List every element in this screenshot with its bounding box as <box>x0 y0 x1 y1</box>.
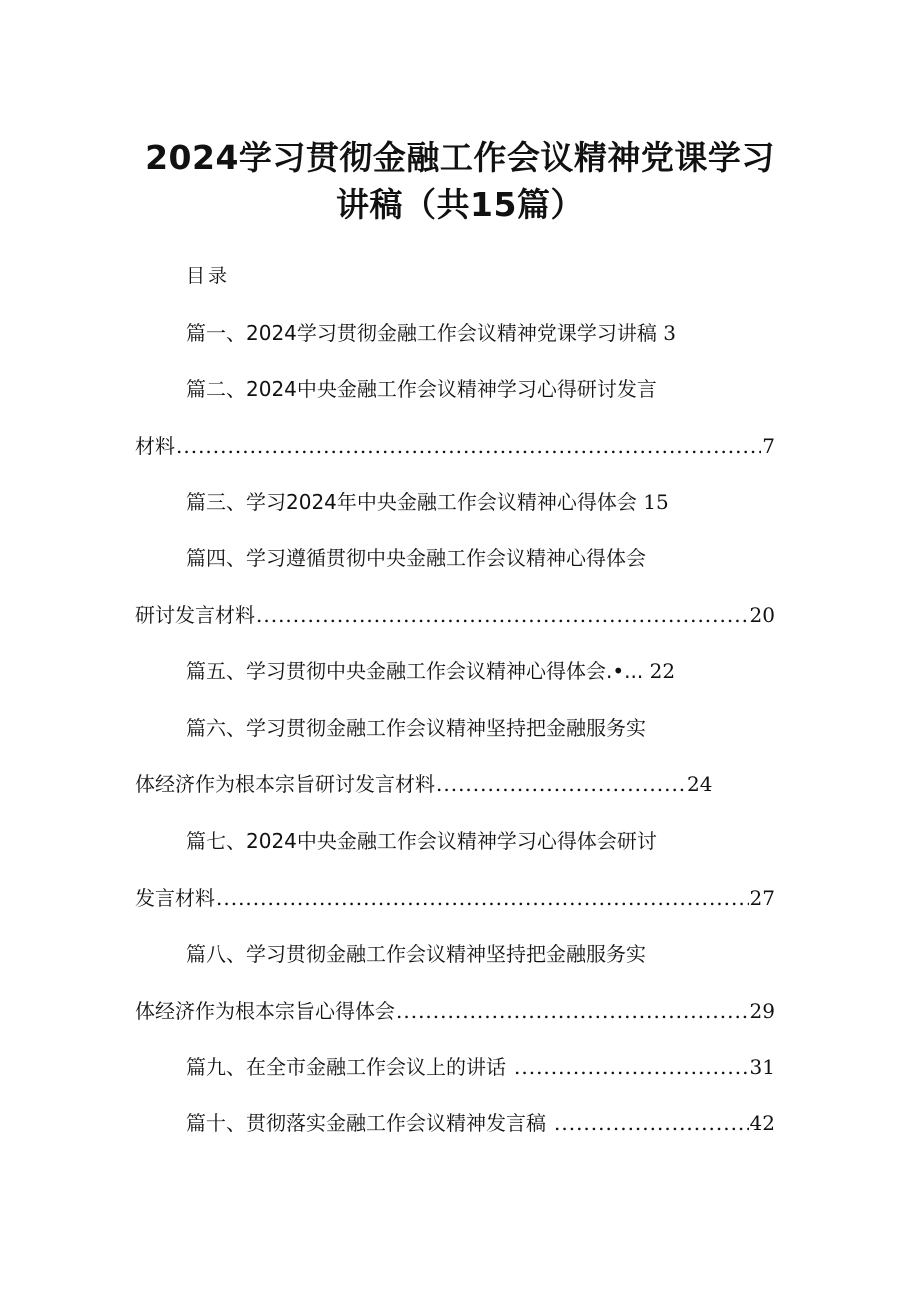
dot-leader <box>514 1052 749 1082</box>
dot-leader <box>176 431 761 461</box>
toc-entry-8-continuation[interactable] <box>135 996 775 1026</box>
toc-entry-title-continued: 发言材料 <box>135 886 215 910</box>
toc-entry-page: 31 <box>749 1055 775 1079</box>
toc-entry-3[interactable] <box>186 487 669 517</box>
toc-entry-8[interactable] <box>186 939 646 969</box>
toc-entry-2[interactable] <box>186 374 657 404</box>
toc-entry-1[interactable] <box>186 318 676 348</box>
toc-entry-page: 29 <box>749 999 775 1023</box>
toc-entry-title: 篇五、学习贯彻中央金融工作会议精神心得体会.•... <box>186 659 644 683</box>
toc-entry-title: 篇三、学习2024年中央金融工作会议精神心得体会 <box>186 490 637 514</box>
toc-entry-2-continuation[interactable] <box>135 431 775 461</box>
toc-entry-page: 24 <box>687 772 713 796</box>
toc-entry-title: 篇四、学习遵循贯彻中央金融工作会议精神心得体会 <box>186 546 646 570</box>
toc-entry-title: 篇二、2024中央金融工作会议精神学习心得研讨发言 <box>186 377 657 401</box>
toc-entry-9[interactable] <box>186 1052 775 1082</box>
toc-entry-page: 20 <box>749 603 775 627</box>
toc-entry-4-continuation[interactable] <box>135 600 775 630</box>
toc-entry-title: 篇六、学习贯彻金融工作会议精神坚持把金融服务实 <box>186 716 646 740</box>
toc-entry-title: 篇十、贯彻落实金融工作会议精神发言稿 <box>186 1111 546 1135</box>
toc-entry-title: 篇八、学习贯彻金融工作会议精神坚持把金融服务实 <box>186 942 646 966</box>
toc-entry-7-continuation[interactable] <box>135 883 775 913</box>
toc-entry-page: 15 <box>643 490 669 514</box>
toc-entry-7[interactable] <box>186 826 657 856</box>
toc-entry-6-continuation[interactable] <box>135 769 775 799</box>
toc-entry-title: 篇一、2024学习贯彻金融工作会议精神党课学习讲稿 <box>186 321 657 345</box>
dot-leader <box>554 1108 749 1138</box>
toc-heading: 目录 <box>186 265 231 287</box>
toc-entry-page: 27 <box>749 886 775 910</box>
toc-entry-title-continued: 材料 <box>135 434 175 458</box>
toc-entry-page: 22 <box>649 659 676 683</box>
toc-entry-4[interactable] <box>186 543 646 573</box>
dot-leader <box>216 883 749 913</box>
toc-entry-page: 3 <box>663 321 676 345</box>
toc-entry-page: 7 <box>762 434 775 458</box>
toc-entry-5[interactable] <box>186 656 675 686</box>
dot-leader <box>436 769 686 799</box>
toc-entry-title-continued: 研讨发言材料 <box>135 603 255 627</box>
dot-leader <box>256 600 749 630</box>
toc-entry-6[interactable] <box>186 713 646 743</box>
document-title-line-1: 2024学习贯彻金融工作会议精神党课学习 <box>145 138 775 177</box>
toc-entry-title-continued: 体经济作为根本宗旨研讨发言材料 <box>135 772 435 796</box>
document-title-line-2: 讲稿（共15篇） <box>336 185 584 224</box>
toc-entry-title: 篇七、2024中央金融工作会议精神学习心得体会研讨 <box>186 829 657 853</box>
dot-leader <box>396 996 749 1026</box>
toc-entry-page: 42 <box>749 1111 775 1135</box>
toc-entry-title-continued: 体经济作为根本宗旨心得体会 <box>135 999 395 1023</box>
toc-entry-10[interactable] <box>186 1108 775 1138</box>
toc-entry-title: 篇九、在全市金融工作会议上的讲话 <box>186 1055 506 1079</box>
